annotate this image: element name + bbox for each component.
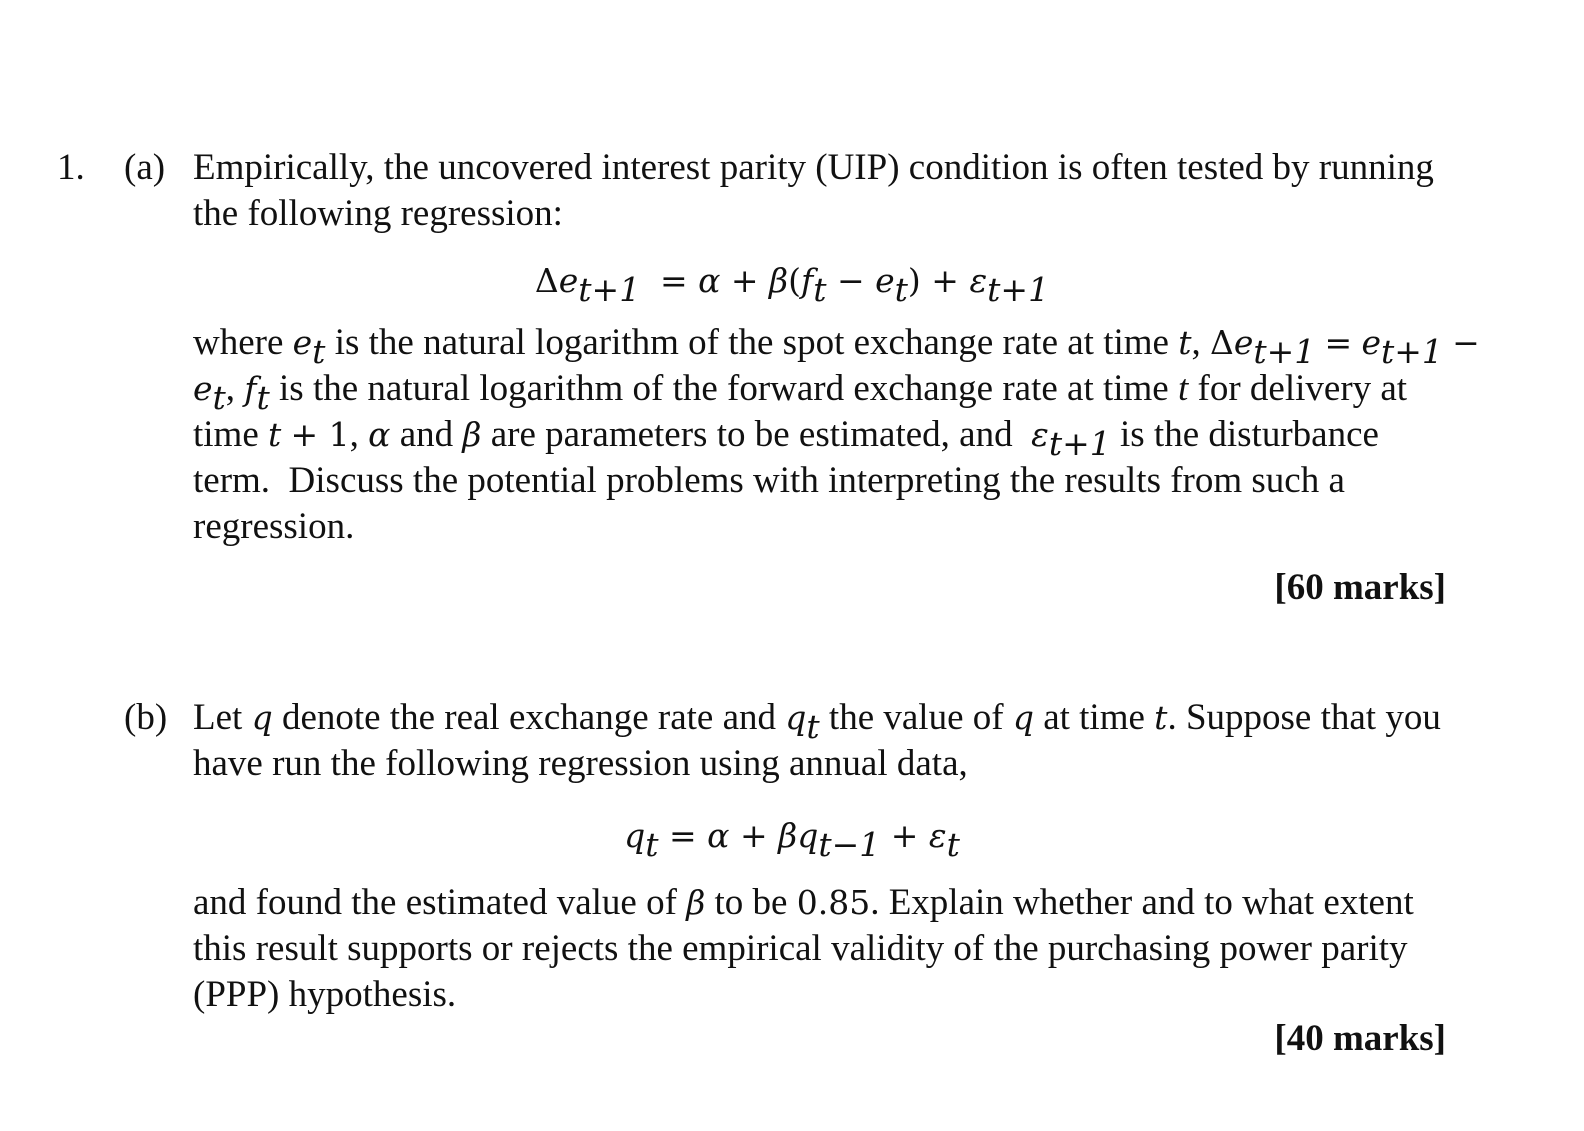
part-b-intro: Let q denote the real exchange rate and $q_t$ the value of q at time t. Suppose that you have run the following regression using annual data,: [193, 697, 1441, 784]
part-a-intro-line-2: the following regression:: [193, 193, 563, 234]
part-b-label: (b): [124, 697, 168, 738]
part-a-intro: [193, 145, 1463, 237]
part-b-explanation: and found the estimated value of β to be 0.85. Explain whether and to what extent this result supports or rejects the empirical validity of the purchasing power parity (PPP) hypothesis.: [193, 882, 1414, 1015]
part-b-marks: [40 marks]: [1274, 1018, 1446, 1059]
part-a-equation: $\Delta e_{t+1} = \alpha + \beta(f_t - e_t) + \varepsilon_{t+1}$: [534, 261, 1050, 310]
part-a-marks: [60 marks]: [1274, 567, 1446, 608]
part-a-label: (a): [124, 147, 166, 188]
part-a-intro-line-1: Empirically, the uncovered interest parity (UIP) condition is often tested by running: [193, 147, 1434, 188]
part-a-explanation: where $e_t$ is the natural logarithm of the spot exchange rate at time t, $\Delta e_{t+1} = e_{t+1}$ − $e_t$, $f_t$ is the natural logarithm of the forward exchange rate at time t for delivery at time t + 1, α and β are parameters to be estimated, and $\varepsilon_{t+1}$ is the disturbance term. Discuss the potential problems with interpreting the results from such a regression.: [193, 322, 1480, 547]
question-number: 1.: [57, 147, 85, 188]
part-b-equation: $q_t = \alpha + \beta q_{t-1} + \varepsilon_t$: [624, 816, 960, 865]
